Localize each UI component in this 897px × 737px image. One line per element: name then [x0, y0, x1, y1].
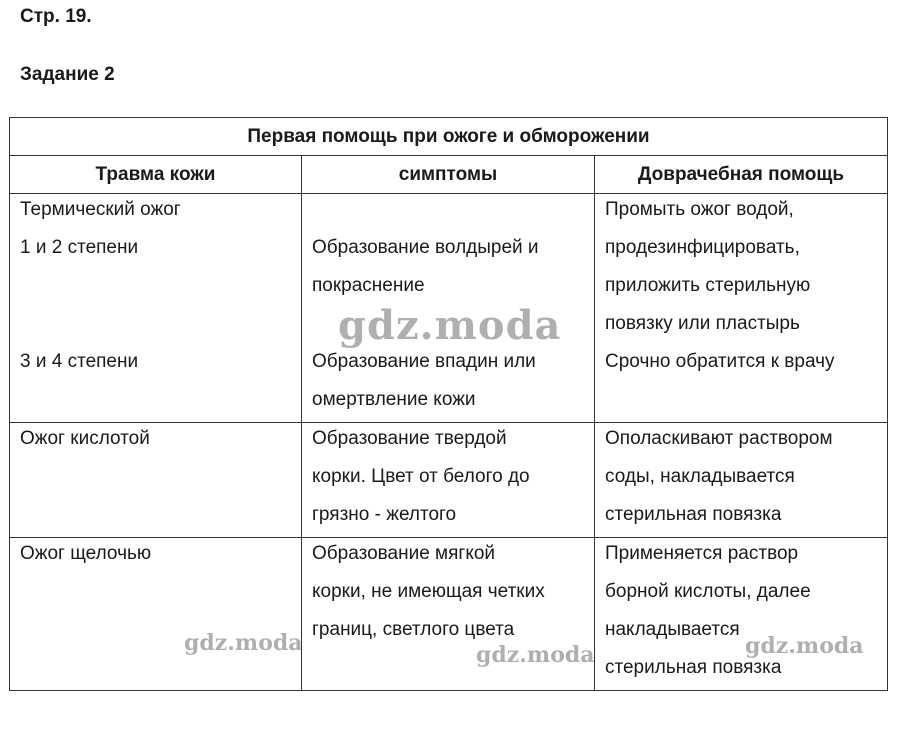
table-title: Первая помощь при ожоге и обморожении — [10, 118, 888, 156]
cell-line: Термический ожог — [20, 199, 181, 220]
task-title: Задание 2 — [20, 64, 115, 85]
cell-line: Образование мягкой — [312, 543, 496, 564]
header-symptoms: симптомы — [302, 156, 595, 194]
cell-line: повязку или пластырь — [605, 313, 800, 334]
cell-injury — [10, 538, 302, 691]
header-aid: Доврачебная помощь — [595, 156, 888, 194]
cell-line: Образование впадин или — [312, 351, 536, 372]
cell-line: омертвление кожи — [312, 389, 476, 410]
cell-line: Образование твердой — [312, 428, 507, 449]
watermark: gdz.moda — [338, 302, 562, 349]
cell-line: Ожог кислотой — [20, 428, 150, 449]
table-row-acid-burn — [10, 423, 888, 538]
cell-line: Образование волдырей и — [312, 237, 539, 258]
cell-line: Срочно обратится к врачу — [605, 351, 835, 372]
cell-line: накладывается — [605, 619, 740, 640]
cell-line: границ, светлого цвета — [312, 619, 515, 640]
cell-line: стерильная повязка — [605, 657, 782, 678]
cell-line: продезинфицировать, — [605, 237, 800, 258]
cell-line: Ополаскивают раствором — [605, 428, 833, 449]
watermark: gdz.moda — [745, 633, 864, 659]
cell-line: Ожог щелочью — [20, 543, 152, 564]
cell-aid — [595, 423, 888, 538]
watermark: gdz.moda — [476, 642, 595, 668]
cell-line: грязно - желтого — [312, 504, 457, 525]
table-row-thermal-burn — [10, 194, 888, 423]
table-title-row — [10, 118, 888, 156]
cell-line: корки. Цвет от белого до — [312, 466, 530, 487]
cell-injury — [10, 194, 302, 423]
watermark: gdz.moda — [184, 630, 303, 656]
cell-line: борной кислоты, далее — [605, 581, 811, 602]
cell-line: корки, не имеющая четких — [312, 581, 545, 602]
table-row-alkali-burn — [10, 538, 888, 691]
cell-line: соды, накладывается — [605, 466, 795, 487]
cell-line: 1 и 2 степени — [20, 237, 139, 258]
cell-symptoms — [302, 194, 595, 423]
cell-aid — [595, 194, 888, 423]
cell-line: приложить стерильную — [605, 275, 811, 296]
cell-line: Применяется раствор — [605, 543, 799, 564]
cell-line: Промыть ожог водой, — [605, 199, 794, 220]
cell-line: стерильная повязка — [605, 504, 782, 525]
table-header-row — [10, 156, 888, 194]
cell-injury — [10, 423, 302, 538]
cell-line: покраснение — [312, 275, 425, 296]
cell-aid — [595, 538, 888, 691]
page-header: Стр. 19. — [20, 6, 92, 27]
cell-symptoms — [302, 423, 595, 538]
first-aid-table — [9, 117, 888, 691]
cell-line: 3 и 4 степени — [20, 351, 139, 372]
cell-symptoms — [302, 538, 595, 691]
header-injury: Травма кожи — [10, 156, 302, 194]
